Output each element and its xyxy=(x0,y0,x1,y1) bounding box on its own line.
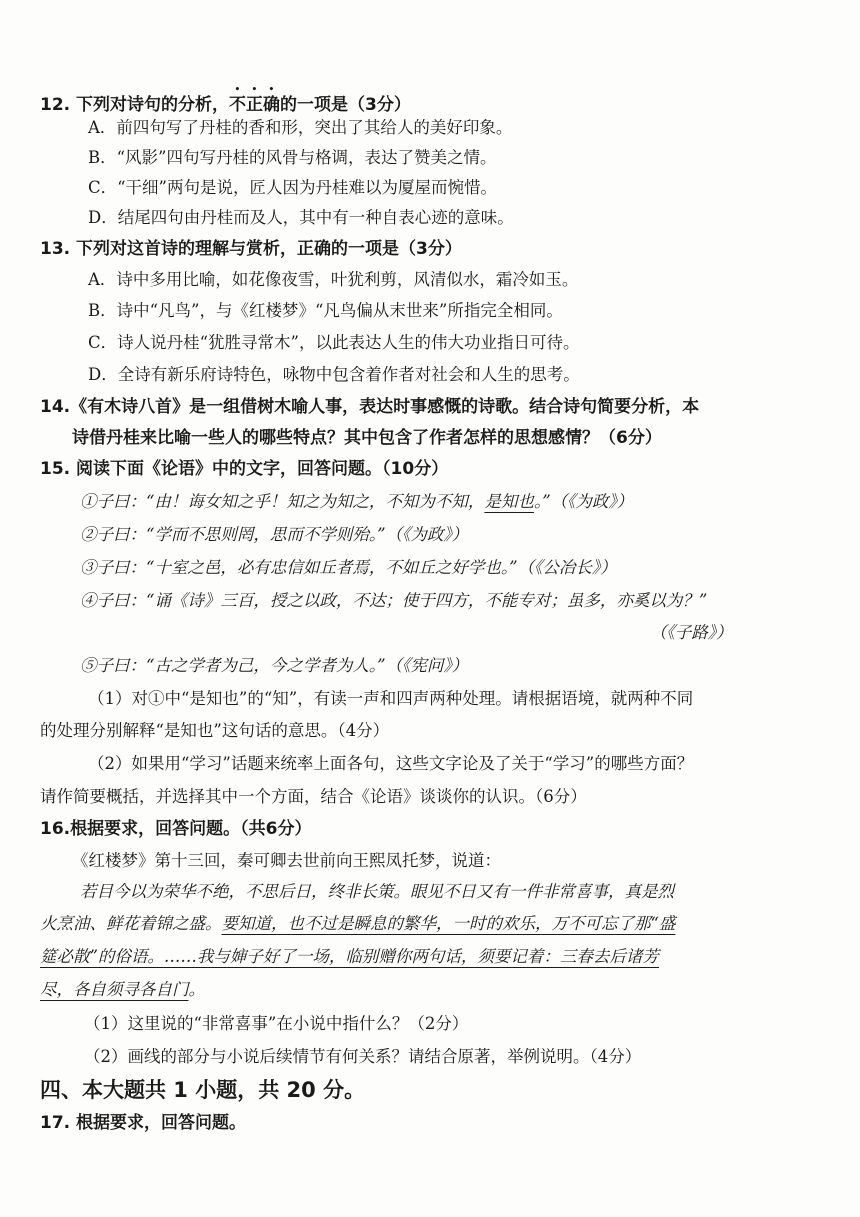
q13-option-b: B．诗中“凡鸟”，与《红楼梦》“凡鸟偏从末世来”所指完全相同。 xyxy=(88,301,563,320)
q15-item-4: ④子曰：“诵《诗》三百，授之以政，不达；使于四方，不能专对；虽多，亦奚以为？” xyxy=(80,591,708,610)
q16-passage-line1: 若目今以为荣华不绝，不思后日，终非长策。眼见不日又有一件非常喜事，真是烈 xyxy=(80,882,674,901)
q15-sub1-line1: （1）对①中“是知也”的“知”，有读一声和四声两种处理。请根据语境，就两种不同 xyxy=(88,689,694,708)
q12-option-c: C．“干细”两句是说，匠人因为丹桂难以为厦屋而惋惜。 xyxy=(88,178,497,197)
q15-sub2-line1: （2）如果用“学习”话题来统率上面各句，这些文字论及了关于“学习”的哪些方面？ xyxy=(88,754,694,773)
q12-stem-emphasis: 不正确 xyxy=(229,95,281,115)
q16-passage-line3-underlined: 筵必散”的俗语。……我与婶子好了一场，临别赠你两句话，须要记着：三春去后诸芳 xyxy=(40,947,659,966)
q14-line1: 《有木诗八首》是一组借树木喻人事，表达时事感慨的诗歌。结合诗句简要分析，本 xyxy=(70,397,700,417)
q13-option-c: C．诗人说丹桂“犹胜寻常木”，以此表达人生的伟大功业指日可待。 xyxy=(88,333,580,352)
q15-stem-text: 阅读下面《论语》中的文字，回答问题。（10分） xyxy=(76,459,449,479)
q13-stem-text: 下列对这首诗的理解与赏析，正确的一项是（3分） xyxy=(76,239,462,259)
q15-item-3: ③子曰：“十室之邑，必有忠信如丘者焉，不如丘之好学也。”（《公冶长》） xyxy=(80,558,617,577)
q15-item-5: ⑤子曰：“古之学者为己，今之学者为人。”（《宪问》） xyxy=(80,656,469,675)
q15-item1-pre: ①子曰：“由！诲女知之乎！知之为知之，不知为不知， xyxy=(80,492,485,511)
q12-stem xyxy=(40,85,411,117)
q16-passage-line4-post: 。 xyxy=(188,980,205,999)
q17-stem xyxy=(40,1111,246,1135)
q14-stem-line2: 诗借丹桂来比喻一些人的哪些特点？其中包含了作者怎样的思想感情？（6分） xyxy=(72,428,662,448)
q12-option-b: B．“风影”四句写丹桂的风骨与格调，表达了赞美之情。 xyxy=(88,148,497,167)
q14-number: 14. xyxy=(40,397,71,417)
q16-passage-line4 xyxy=(40,978,205,1002)
q15-stem xyxy=(40,457,448,481)
q16-intro: 《红楼梦》第十三回，秦可卿去世前向王熙凤托梦，说道： xyxy=(72,851,501,870)
q16-sub2: （2）画线的部分与小说后续情节有何关系？请结合原著，举例说明。（4分） xyxy=(84,1047,642,1066)
q17-number: 17. xyxy=(40,1113,71,1133)
q16-passage-line4-underlined: 尽，各自须寻各自门 xyxy=(40,980,189,999)
q15-item1-post: 。”（《为政》） xyxy=(533,492,634,511)
q15-sub2-line2: 请作简要概括，并选择其中一个方面，结合《论语》谈谈你的认识。（6分） xyxy=(40,787,587,806)
q16-sub1: （1）这里说的“非常喜事”在小说中指什么？（2分） xyxy=(84,1014,469,1033)
q16-passage-line3 xyxy=(40,945,659,969)
q15-item-1 xyxy=(80,490,633,514)
q12-option-a: A．前四句写了丹桂的香和形，突出了其给人的美好印象。 xyxy=(88,118,513,137)
q15-item-4-source: （《子路》） xyxy=(650,623,733,642)
q16-number: 16. xyxy=(40,819,71,839)
q13-option-d: D．全诗有新乐府诗特色，咏物中包含着作者对社会和人生的思考。 xyxy=(88,365,580,384)
q15-sub1-line2: 的处理分别解释“是知也”这句话的意思。（4分） xyxy=(40,721,390,740)
q13-option-a: A．诗中多用比喻，如花像夜雪，叶犹利剪，风清似水，霜冷如玉。 xyxy=(88,270,579,289)
q17-stem-text: 根据要求，回答问题。 xyxy=(76,1113,247,1133)
q16-stem-text: 根据要求，回答问题。（共6分） xyxy=(70,819,312,839)
q15-item1-underlined: 是知也 xyxy=(484,492,534,511)
q15-item-2: ②子曰：“学而不思则罔，思而不学则殆。”（《为政》） xyxy=(80,525,469,544)
q12-number: 12. xyxy=(40,95,71,115)
q13-number: 13. xyxy=(40,239,71,259)
q16-passage-line2-underlined: 要知道，也不过是瞬息的繁华，一时的欢乐，万不可忘了那“盛 xyxy=(221,914,676,933)
q12-option-d: D．结尾四句由丹桂而及人，其中有一种自表心迹的意味。 xyxy=(88,208,514,227)
q16-stem xyxy=(40,817,311,841)
q12-stem-post: 的一项是（3分） xyxy=(280,95,411,115)
q14-stem-line1 xyxy=(40,395,699,419)
q15-number: 15. xyxy=(40,459,71,479)
q12-stem-pre: 下列对诗句的分析， xyxy=(76,95,230,115)
q16-passage-line2-pre: 火烹油、鲜花着锦之盛。 xyxy=(40,914,222,933)
q13-stem xyxy=(40,237,462,261)
section-4-title: 四、本大题共 1 小题，共 20 分。 xyxy=(40,1078,366,1102)
q16-passage-line2 xyxy=(40,912,675,936)
